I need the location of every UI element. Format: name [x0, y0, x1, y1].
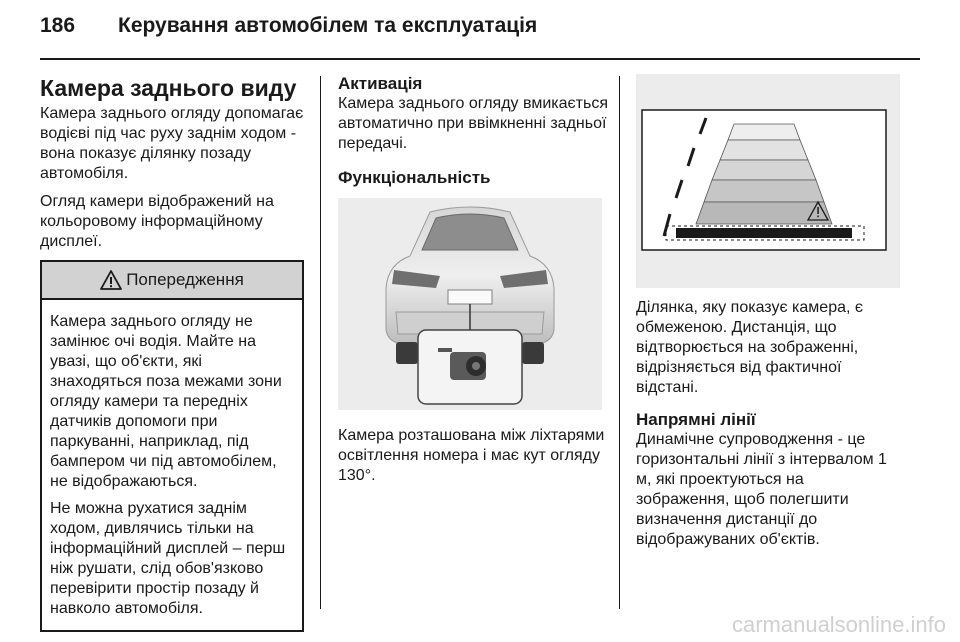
warning-triangle-icon: [100, 270, 122, 290]
activation-heading: Активація: [338, 74, 423, 93]
watermark: carmanualsonline.info: [731, 612, 946, 637]
guidelines-heading: Напрямні лінії: [636, 410, 756, 429]
column-3: [636, 74, 900, 558]
warning-box: [40, 260, 304, 632]
column-divider-1: [320, 76, 321, 609]
intro-paragraph: Камера заднього огляду допомагає водієві під час руху заднім ходом - вона показує ділянку позаду автомобіля.: [40, 105, 304, 182]
camera-display-illustration: [636, 74, 900, 288]
column-1: [40, 74, 304, 632]
page-number: 186: [40, 14, 76, 37]
range-paragraph: Ділянка, яку показує камера, є обмеженою. Дистанція, що відтворюється на зображенні, відрізняється від фактичної відстані.: [636, 299, 864, 396]
warning-paragraph: Камера заднього огляду не замінює очі водія. Майте на увазі, що об'єкти, які знаходяться поза межами зони огляду камери та передніх датчиків допомоги при паркуванні, наприклад, під бампером чи під автомобілем, не відображаються.: [50, 313, 282, 490]
column-divider-2: [619, 76, 620, 609]
warning-title: Попередження: [126, 270, 244, 289]
header-rule: [40, 58, 920, 60]
page-header: [40, 6, 920, 42]
function-heading: Функціональність: [338, 168, 491, 187]
warning-header: [42, 262, 302, 300]
warning-paragraph: Не можна рухатися заднім ходом, дивлячись тільки на інформаційний дисплей – перш ніж рушати, слід обов'язково перевірити простір позаду й навколо автомобіля.: [50, 500, 286, 617]
page-title: Керування автомобілем та експлуатація: [118, 14, 538, 37]
car-rear-illustration: [338, 198, 602, 410]
section-heading: Камера заднього виду: [40, 75, 297, 101]
figure-caption: Камера розташована між ліхтарями освітлення номера і має кут огляду 130°.: [338, 427, 605, 484]
display-paragraph: Огляд камери відображений на кольоровому інформаційному дисплеї.: [40, 193, 274, 250]
activation-paragraph: Камера заднього огляду вмикається автоматично при ввімкненні задньої передачі.: [338, 95, 608, 152]
warning-body: [42, 300, 302, 630]
column-2: [338, 74, 608, 494]
guidelines-paragraph: Динамічне супроводження - це горизонтальні лінії з інтервалом 1 м, які проектуються на зображення, щоб полегшити визначення дистанції до відображуваних об'єктів.: [636, 431, 887, 548]
